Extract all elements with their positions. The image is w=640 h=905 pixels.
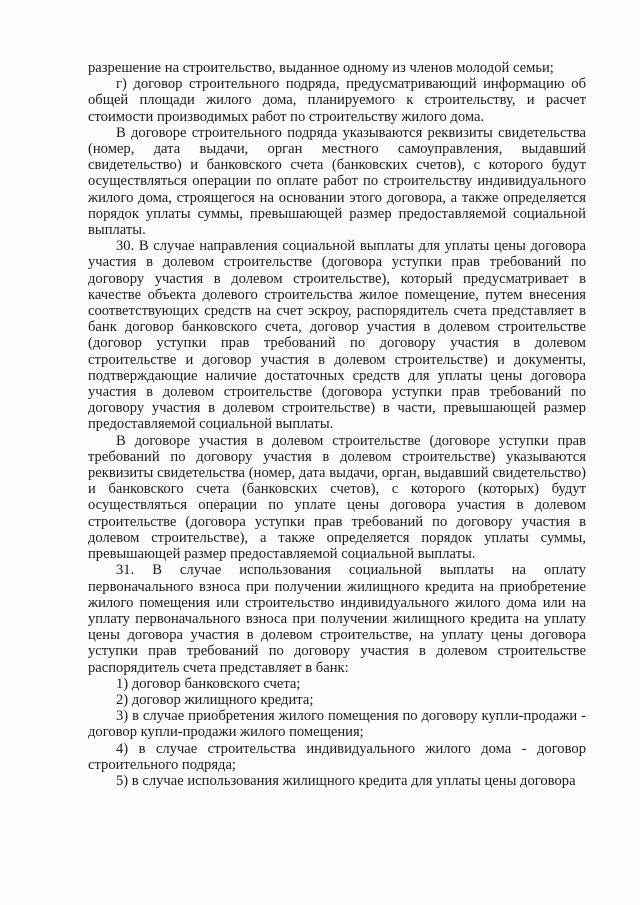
- list-item: 4) в случае строительства индивидуального жилого дома - договор строительного подряда;: [88, 740, 586, 773]
- list-item: 2) договор жилищного кредита;: [116, 691, 314, 708]
- paragraph: В договоре участия в долевом строительстве (договоре уступки прав требований по договору участия в долевом строительстве) указываются реквизиты свидетельства (номер, дата выдачи, орган, выдавший свидетельство) и банковского счета (банковских счетов), с которого (которых) будут осуществляться операции по уплате цены договора участия в долевом строительстве (договора уступки прав требований по договору участия в долевом строительстве), а также определяется порядок уплаты суммы, превышающей размер предоставляемой социальной выплаты.: [88, 432, 586, 563]
- paragraph: 30. В случае направления социальной выплаты для уплаты цены договора участия в долевом строительстве (договора уступки прав требований по договору участия в долевом строительстве), который предусматривает в качестве объекта долевого строительства жилое помещение, путем внесения соответствующих средств на счет эскроу, распорядитель счета представляет в банк договор банковского счета, договор участия в долевом строительстве (договор уступки прав требований по договору участия в долевом строительстве и договор участия в долевом строительстве) и документы, подтверждающие наличие достаточных средств для уплаты цены договора участия в долевом строительстве (договора уступки прав требований по договору участия в долевом строительстве) в части, превышающей размер предоставляемой социальной выплаты.: [88, 238, 586, 433]
- list-item: 1) договор банковского счета;: [116, 675, 301, 692]
- paragraph: г) договор строительного подряда, предусматривающий информацию об общей площади жилого дома, планируемого к строительству, и расчет стоимости производимых работ по строительству жилого дома.: [88, 76, 586, 125]
- list-item: 5) в случае использования жилищного кредита для уплаты цены договора: [116, 772, 576, 789]
- paragraph: 31. В случае использования социальной выплаты на оплату первоначального взноса при получении жилищного кредита на приобретение жилого помещения или строительство индивидуального жилого дома или на уплату первоначального взноса при получении жилищного кредита на уплату цены договора участия в долевом строительстве, на уплату цены договора уступки прав требований по договору участия в долевом строительстве распорядитель счета представляет в банк:: [88, 562, 586, 676]
- paragraph: разрешение на строительство, выданное одному из членов молодой семьи;: [88, 60, 554, 76]
- list-item: 3) в случае приобретения жилого помещения по договору купли-продажи - договор купли-продажи жилого помещения;: [88, 708, 586, 741]
- paragraph: В договоре строительного подряда указываются реквизиты свидетельства (номер, дата выдачи, орган местного самоуправления, выдавший свидетельство) и банковского счета (банковских счетов), с которого будут осуществляться операции по оплате работ по строительству индивидуального жилого дома, строящегося на основании этого договора, а также определяется порядок уплаты суммы, превышающей размер предоставляемой социальной выплаты.: [88, 124, 586, 239]
- document-body: [88, 60, 586, 789]
